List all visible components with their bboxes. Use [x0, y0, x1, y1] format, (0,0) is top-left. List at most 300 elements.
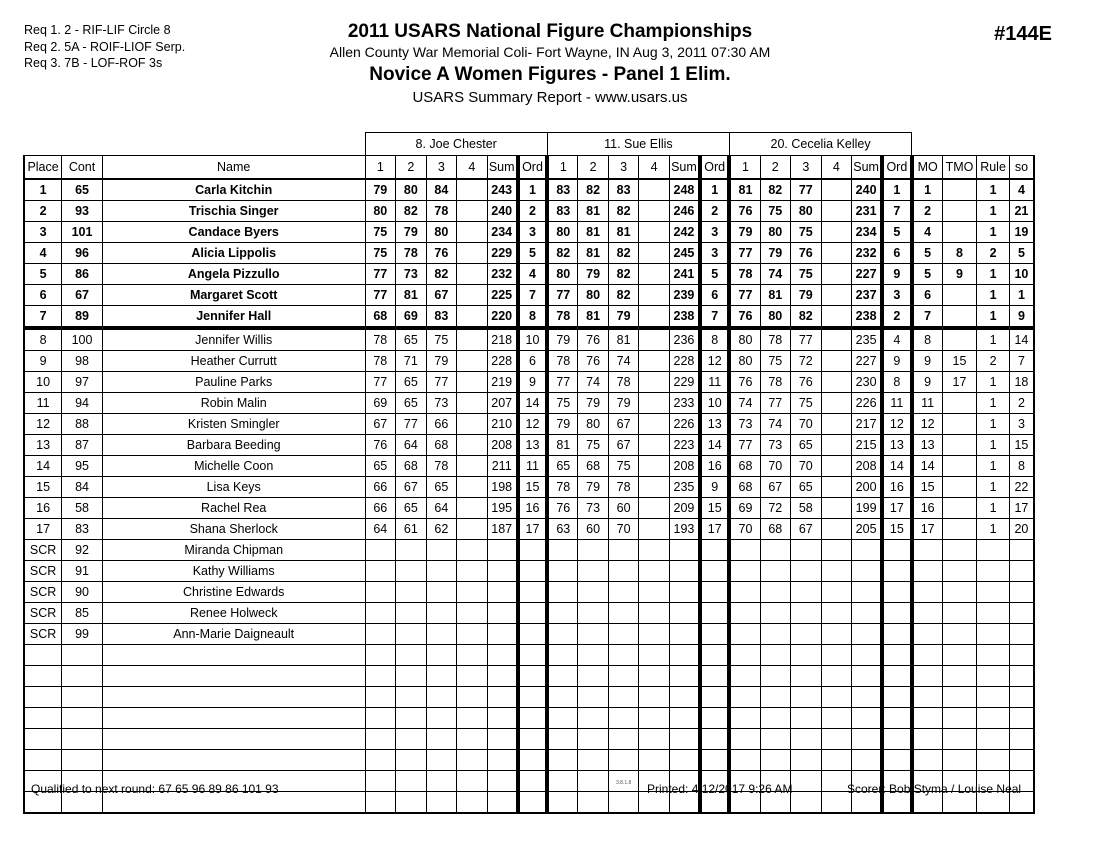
cell-rule: 1	[977, 201, 1010, 222]
cell-j2-sum	[669, 624, 700, 645]
cell-j1-fig3: 65	[426, 477, 457, 498]
cell-j3-fig4	[821, 708, 852, 729]
cell-j1-ord: 4	[518, 264, 548, 285]
cell-j1-fig4	[457, 222, 488, 243]
cell-j2-ord: 6	[700, 285, 730, 306]
cell-name: Michelle Coon	[102, 456, 365, 477]
cell-j3-fig4	[821, 582, 852, 603]
cell-mo	[912, 582, 943, 603]
cell-j1-fig4	[457, 540, 488, 561]
cell-j1-fig4	[457, 243, 488, 264]
cell-j2-fig3: 78	[608, 477, 639, 498]
cell-j3-fig3: 82	[791, 306, 822, 329]
table-row[interactable]	[24, 561, 1034, 582]
cell-j2-fig1	[547, 603, 578, 624]
cell-j3-fig1: 80	[729, 351, 760, 372]
cell-name: Renee Holweck	[102, 603, 365, 624]
page-title: 2011 USARS National Figure Championships	[347, 21, 753, 42]
cell-j2-fig2: 81	[578, 222, 609, 243]
cell-j2-fig2: 76	[578, 328, 609, 351]
cell-j3-fig3: 77	[791, 328, 822, 351]
cell-j3-fig2: 74	[760, 264, 791, 285]
cell-cont	[62, 645, 103, 666]
cell-j1-fig2	[396, 708, 427, 729]
cell-rule: 1	[977, 414, 1010, 435]
table-row[interactable]	[24, 414, 1034, 435]
cell-mo: 16	[912, 498, 943, 519]
cell-place: SCR	[24, 624, 62, 645]
cell-j3-fig2	[760, 750, 791, 771]
cell-j2-sum: 193	[669, 519, 700, 540]
cell-j3-fig1	[729, 645, 760, 666]
cell-rule: 1	[977, 328, 1010, 351]
cell-j1-fig4	[457, 264, 488, 285]
table-row[interactable]	[24, 519, 1034, 540]
cell-j2-sum: 209	[669, 498, 700, 519]
cell-j1-sum: 198	[487, 477, 518, 498]
cell-so: 2	[1009, 393, 1034, 414]
cell-tmo	[942, 285, 977, 306]
table-row[interactable]	[24, 306, 1034, 329]
table-row[interactable]	[24, 201, 1034, 222]
cell-j2-fig4	[639, 582, 670, 603]
cell-j2-sum	[669, 708, 700, 729]
cell-j3-fig4	[821, 750, 852, 771]
cell-j1-fig1	[365, 645, 396, 666]
cell-mo	[912, 666, 943, 687]
cell-j1-fig4	[457, 328, 488, 351]
col-head-so: so	[1009, 156, 1034, 180]
cell-j2-sum: 238	[669, 306, 700, 329]
cell-cont	[62, 708, 103, 729]
cell-j3-fig4	[821, 729, 852, 750]
cell-j3-ord: 6	[882, 243, 912, 264]
cell-j2-fig2	[578, 603, 609, 624]
cell-name: Christine Edwards	[102, 582, 365, 603]
cell-j3-fig1: 76	[729, 201, 760, 222]
cell-j2-ord: 15	[700, 498, 730, 519]
col-head-j1-sum: Sum	[487, 156, 518, 180]
cell-j3-fig4	[821, 372, 852, 393]
cell-place: SCR	[24, 561, 62, 582]
table-row[interactable]	[24, 603, 1034, 624]
cell-j2-fig4	[639, 222, 670, 243]
cell-j1-fig1: 66	[365, 498, 396, 519]
cell-j1-sum: 187	[487, 519, 518, 540]
cell-j2-fig3	[608, 645, 639, 666]
cell-j2-fig4	[639, 179, 670, 201]
cell-j3-fig1	[729, 666, 760, 687]
cell-j1-sum	[487, 624, 518, 645]
cell-j2-sum	[669, 540, 700, 561]
cell-so: 17	[1009, 498, 1034, 519]
cell-mo: 13	[912, 435, 943, 456]
cell-j2-ord: 14	[700, 435, 730, 456]
cell-j1-fig1: 80	[365, 201, 396, 222]
cell-cont: 85	[62, 603, 103, 624]
cell-j3-ord: 2	[882, 306, 912, 329]
cell-tmo	[942, 645, 977, 666]
cell-so: 19	[1009, 222, 1034, 243]
cell-name	[102, 666, 365, 687]
cell-j1-fig4	[457, 582, 488, 603]
cell-j1-fig3: 62	[426, 519, 457, 540]
cell-mo	[912, 561, 943, 582]
table-row[interactable]	[24, 328, 1034, 351]
table-row[interactable]	[24, 179, 1034, 201]
cell-j2-fig3	[608, 666, 639, 687]
cell-cont: 86	[62, 264, 103, 285]
cell-j2-fig4	[639, 687, 670, 708]
cell-j1-ord: 8	[518, 306, 548, 329]
cell-place: 17	[24, 519, 62, 540]
cell-j2-fig2: 68	[578, 456, 609, 477]
table-row[interactable]	[24, 285, 1034, 306]
cell-j2-fig4	[639, 393, 670, 414]
cell-tmo	[942, 222, 977, 243]
cell-j2-fig4	[639, 666, 670, 687]
cell-j2-fig3	[608, 750, 639, 771]
col-head-j3-figure1: 1	[729, 156, 760, 180]
cell-j1-fig3	[426, 624, 457, 645]
cell-j2-ord: 3	[700, 222, 730, 243]
cell-j1-fig2: 77	[396, 414, 427, 435]
cell-j3-sum: 199	[852, 498, 883, 519]
cell-rule: 1	[977, 264, 1010, 285]
table-row[interactable]	[24, 351, 1034, 372]
cell-cont: 96	[62, 243, 103, 264]
cell-place: SCR	[24, 603, 62, 624]
cell-j1-fig2: 61	[396, 519, 427, 540]
cell-j1-fig2: 65	[396, 393, 427, 414]
cell-j1-fig2	[396, 729, 427, 750]
cell-j1-sum	[487, 561, 518, 582]
table-row[interactable]	[24, 222, 1034, 243]
cell-cont: 95	[62, 456, 103, 477]
cell-j2-ord: 7	[700, 306, 730, 329]
cell-j3-fig3	[791, 750, 822, 771]
band-tail	[912, 133, 1034, 156]
cell-j2-fig3: 79	[608, 306, 639, 329]
cell-j2-fig2	[578, 708, 609, 729]
cell-j3-ord: 5	[882, 222, 912, 243]
cell-place: 14	[24, 456, 62, 477]
cell-j1-fig1: 76	[365, 435, 396, 456]
cell-cont: 87	[62, 435, 103, 456]
cell-j3-fig2	[760, 666, 791, 687]
cell-j3-sum: 234	[852, 222, 883, 243]
cell-j2-fig2: 60	[578, 519, 609, 540]
cell-j3-ord	[882, 750, 912, 771]
cell-j2-fig2: 80	[578, 285, 609, 306]
cell-j3-fig3: 80	[791, 201, 822, 222]
cell-j3-fig3	[791, 582, 822, 603]
cell-j3-fig3: 75	[791, 393, 822, 414]
cell-j1-fig4	[457, 306, 488, 329]
cell-tmo	[942, 561, 977, 582]
cell-j3-sum	[852, 666, 883, 687]
results-sheet	[23, 132, 1035, 814]
cell-name	[102, 708, 365, 729]
cell-j1-fig3: 78	[426, 201, 457, 222]
cell-j1-fig4	[457, 456, 488, 477]
cell-j1-fig2: 78	[396, 243, 427, 264]
cell-j1-fig3	[426, 729, 457, 750]
table-row[interactable]	[24, 264, 1034, 285]
cell-j3-sum: 238	[852, 306, 883, 329]
cell-name: Robin Malin	[102, 393, 365, 414]
cell-j2-fig1: 78	[547, 351, 578, 372]
cell-rule	[977, 582, 1010, 603]
cell-j1-fig1: 66	[365, 477, 396, 498]
cell-j1-fig3	[426, 540, 457, 561]
cell-j2-sum	[669, 561, 700, 582]
cell-cont: 84	[62, 477, 103, 498]
cell-j2-ord: 5	[700, 264, 730, 285]
column-header-row	[24, 156, 1034, 180]
cell-j1-fig2: 65	[396, 498, 427, 519]
cell-j1-fig3	[426, 582, 457, 603]
cell-j2-sum	[669, 645, 700, 666]
cell-j3-fig4	[821, 179, 852, 201]
table-row[interactable]	[24, 456, 1034, 477]
table-row[interactable]	[24, 645, 1034, 666]
cell-j1-fig1: 79	[365, 179, 396, 201]
col-head-j2-ord: Ord	[700, 156, 730, 180]
cell-j3-ord	[882, 603, 912, 624]
cell-cont: 98	[62, 351, 103, 372]
cell-j2-ord	[700, 540, 730, 561]
cell-j3-ord	[882, 561, 912, 582]
cell-so: 4	[1009, 179, 1034, 201]
cell-place	[24, 750, 62, 771]
cell-j2-fig1: 65	[547, 456, 578, 477]
cell-mo	[912, 603, 943, 624]
cell-j3-fig2	[760, 687, 791, 708]
cell-rule	[977, 624, 1010, 645]
cell-j3-sum	[852, 540, 883, 561]
table-row[interactable]	[24, 477, 1034, 498]
cell-j1-fig2: 82	[396, 201, 427, 222]
cell-j1-fig4	[457, 708, 488, 729]
col-head-mo: MO	[912, 156, 943, 180]
cell-place	[24, 687, 62, 708]
cell-j1-fig2: 71	[396, 351, 427, 372]
cell-j1-fig3	[426, 666, 457, 687]
cell-j1-fig2	[396, 624, 427, 645]
cell-j2-fig4	[639, 729, 670, 750]
cell-j1-fig2: 80	[396, 179, 427, 201]
cell-j3-fig1: 76	[729, 372, 760, 393]
cell-cont: 89	[62, 306, 103, 329]
cell-so: 1	[1009, 285, 1034, 306]
cell-so: 9	[1009, 306, 1034, 329]
cell-place: 1	[24, 179, 62, 201]
cell-j3-fig3: 79	[791, 285, 822, 306]
cell-j3-ord: 9	[882, 264, 912, 285]
table-row[interactable]	[24, 243, 1034, 264]
title-block	[0, 20, 1100, 108]
cell-j2-ord: 3	[700, 243, 730, 264]
cell-j3-fig3: 58	[791, 498, 822, 519]
cell-j3-sum	[852, 603, 883, 624]
cell-j3-fig2	[760, 624, 791, 645]
table-row[interactable]	[24, 687, 1034, 708]
cell-j2-ord: 8	[700, 328, 730, 351]
cell-j2-fig4	[639, 603, 670, 624]
cell-j3-fig3	[791, 666, 822, 687]
band-spacer	[24, 133, 365, 156]
printed-stamp: Printed: 4/12/2017 9:26 AM	[647, 782, 793, 796]
cell-j2-fig1: 63	[547, 519, 578, 540]
cell-tmo	[942, 477, 977, 498]
cell-j2-sum: 242	[669, 222, 700, 243]
cell-j2-fig1: 77	[547, 285, 578, 306]
table-row[interactable]	[24, 624, 1034, 645]
cell-tmo	[942, 393, 977, 414]
cell-j3-fig2: 78	[760, 372, 791, 393]
cell-j1-fig3: 82	[426, 264, 457, 285]
cell-name: Heather Currutt	[102, 351, 365, 372]
cell-j3-fig3: 65	[791, 435, 822, 456]
cell-rule	[977, 687, 1010, 708]
cell-j3-ord: 4	[882, 328, 912, 351]
cell-j3-fig4	[821, 666, 852, 687]
cell-j3-fig3	[791, 561, 822, 582]
cell-j1-sum	[487, 687, 518, 708]
cell-rule	[977, 729, 1010, 750]
cell-j3-fig4	[821, 264, 852, 285]
cell-tmo	[942, 328, 977, 351]
cell-j2-fig4	[639, 456, 670, 477]
cell-cont: 92	[62, 540, 103, 561]
table-row[interactable]	[24, 540, 1034, 561]
cell-j2-ord: 12	[700, 351, 730, 372]
cell-j2-ord	[700, 582, 730, 603]
cell-j2-fig1	[547, 540, 578, 561]
results-table	[23, 132, 1035, 814]
cell-j2-fig4	[639, 264, 670, 285]
cell-j2-ord: 2	[700, 201, 730, 222]
cell-j3-fig4	[821, 498, 852, 519]
cell-mo	[912, 687, 943, 708]
cell-j2-fig1	[547, 708, 578, 729]
cell-j2-sum	[669, 687, 700, 708]
cell-j1-sum: 207	[487, 393, 518, 414]
cell-j2-sum: 241	[669, 264, 700, 285]
cell-j2-fig4	[639, 561, 670, 582]
cell-j3-sum: 215	[852, 435, 883, 456]
cell-j1-fig4	[457, 519, 488, 540]
cell-name: Lisa Keys	[102, 477, 365, 498]
table-row[interactable]	[24, 435, 1034, 456]
cell-j3-sum: 237	[852, 285, 883, 306]
cell-mo: 9	[912, 372, 943, 393]
cell-tmo	[942, 498, 977, 519]
cell-so: 3	[1009, 414, 1034, 435]
cell-j1-fig3	[426, 645, 457, 666]
cell-j1-fig4	[457, 179, 488, 201]
cell-j3-ord: 1	[882, 179, 912, 201]
table-row[interactable]	[24, 666, 1034, 687]
col-head-j2-figure3: 3	[608, 156, 639, 180]
cell-j2-fig4	[639, 750, 670, 771]
cell-j2-fig3	[608, 603, 639, 624]
col-head-j3-figure3: 3	[791, 156, 822, 180]
cell-j3-fig3: 76	[791, 243, 822, 264]
cell-place	[24, 708, 62, 729]
cell-j1-ord	[518, 645, 548, 666]
cell-j1-sum: 240	[487, 201, 518, 222]
table-row[interactable]	[24, 498, 1034, 519]
cell-tmo	[942, 179, 977, 201]
cell-j3-ord: 15	[882, 519, 912, 540]
cell-place: 12	[24, 414, 62, 435]
cell-j3-fig3: 67	[791, 519, 822, 540]
cell-j3-sum	[852, 645, 883, 666]
cell-j2-fig1: 80	[547, 264, 578, 285]
cell-j2-fig3: 83	[608, 179, 639, 201]
cell-j1-fig2: 81	[396, 285, 427, 306]
cell-name: Jennifer Hall	[102, 306, 365, 329]
cell-rule	[977, 540, 1010, 561]
cell-j2-fig2: 75	[578, 435, 609, 456]
cell-j3-sum	[852, 624, 883, 645]
cell-j1-sum: 208	[487, 435, 518, 456]
cell-j3-fig4	[821, 435, 852, 456]
cell-j1-fig2: 79	[396, 222, 427, 243]
cell-j3-fig2: 77	[760, 393, 791, 414]
cell-j1-sum: 219	[487, 372, 518, 393]
cell-j1-ord: 3	[518, 222, 548, 243]
table-row[interactable]	[24, 708, 1034, 729]
cell-j1-fig2: 68	[396, 456, 427, 477]
col-head-j1-figure4: 4	[457, 156, 488, 180]
table-row[interactable]	[24, 750, 1034, 771]
cell-j2-fig4	[639, 328, 670, 351]
table-row[interactable]	[24, 729, 1034, 750]
cell-j1-fig3	[426, 687, 457, 708]
cell-rule	[977, 750, 1010, 771]
cell-j2-fig4	[639, 498, 670, 519]
cell-j1-ord	[518, 729, 548, 750]
col-head-j3-figure2: 2	[760, 156, 791, 180]
cell-j3-sum: 205	[852, 519, 883, 540]
cell-j1-ord: 7	[518, 285, 548, 306]
cell-j2-fig4	[639, 201, 670, 222]
cell-rule	[977, 603, 1010, 624]
cell-j1-fig1	[365, 540, 396, 561]
cell-j3-fig1: 76	[729, 306, 760, 329]
qualified-list: Qualified to next round: 67 65 96 89 86 101 93	[31, 782, 279, 796]
cell-rule: 1	[977, 477, 1010, 498]
cell-j2-fig2	[578, 540, 609, 561]
cell-j2-sum	[669, 666, 700, 687]
cell-j3-fig2: 68	[760, 519, 791, 540]
col-head-j1-figure3: 3	[426, 156, 457, 180]
cell-mo	[912, 645, 943, 666]
cell-j1-fig4	[457, 666, 488, 687]
cell-mo: 15	[912, 477, 943, 498]
cell-j1-fig1: 75	[365, 222, 396, 243]
cell-so	[1009, 603, 1034, 624]
cell-j2-ord: 10	[700, 393, 730, 414]
table-row[interactable]	[24, 582, 1034, 603]
table-row[interactable]	[24, 372, 1034, 393]
cell-so	[1009, 582, 1034, 603]
cell-j1-sum: 232	[487, 264, 518, 285]
table-row[interactable]	[24, 393, 1034, 414]
